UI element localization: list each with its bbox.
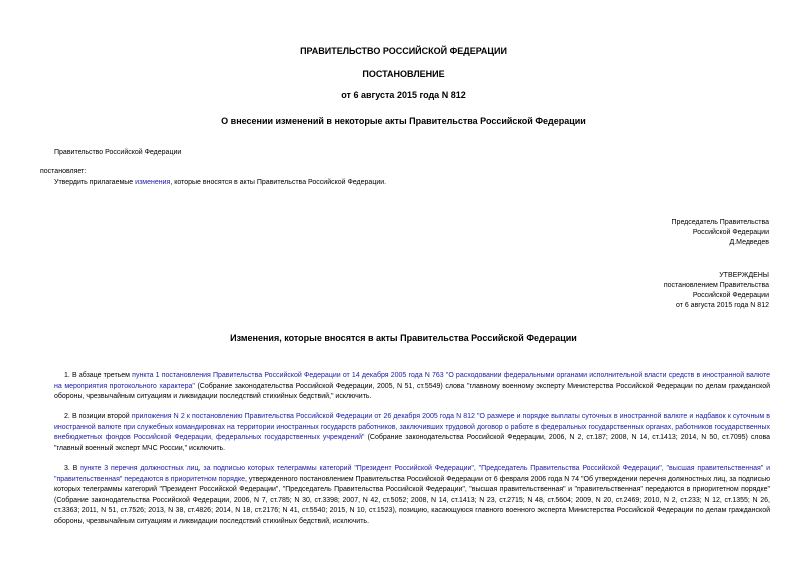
item-1-prefix: 1. В абзаце третьем	[64, 372, 133, 379]
changes-title: Изменения, которые вносятся в акты Правительства Российской Федерации	[230, 333, 577, 343]
item-2-link[interactable]: приложения N 2 к постановлению Правительства Российской Федерации от 26 декабря 2005 года N 812 "О размере и порядке выплаты суточных в иностранной валюте и надбавок к суточным в иностранной валюте при служебных командировках на территории иностранных государств работников, заключивших трудовой договор о работе в федеральных государственных органах, работников государственных внебюджетных фондов Российской Федерации, федеральных государственных учреждений"	[54, 413, 770, 441]
document-title: О внесении изменений в некоторые акты Правительства Российской Федерации	[221, 116, 586, 126]
change-item-1	[54, 371, 770, 403]
change-item-2	[54, 412, 770, 454]
signature-line-3: Д.Медведев	[729, 239, 769, 246]
document-date: от 6 августа 2015 года N 812	[341, 90, 466, 100]
approve-text-post: , которые вносятся в акты Правительства Российской Федерации.	[170, 179, 387, 186]
approve-text-pre: Утвердить прилагаемые	[54, 179, 136, 186]
approval-block	[664, 271, 769, 311]
signature-line-2: Российской Федерации	[692, 229, 769, 236]
item-3-text: , утвержденного постановлением Правительства Российской Федерации от 6 февраля 2006 года N 74 "Об утверждении перечня должностных лиц, за подписью которых телеграммы категорий "Президент Российской Федерации", "Председатель Правительства Российской Федерации", "высшая правительственная" и "правительственная" передаются в приоритетном порядке" (Собрание законодательства Российской Федерации, 2006, N 7, ст.785; N 30, ст.3398; 2007, N 42, ст.5052; 2008, N 14, ст.1413; N 23, ст.2715; N 48, ст.5604; 2009, N 20, ст.2469; 2010, N 2, ст.233; N 12, ст.1355; N 26, ст.3363; 2011, N 51, ст.7526; 2013, N 38, ст.4826; 2014, N 18, ст.2176; N 41, ст.5540; 2015, N 10, ст.1523), позицию, касающуюся главного военного эксперта Министерства Российской Федерации по делам гражданской обороны, чрезвычайным ситуациям и ликвидации последствий стихийных бедствий, исключить.	[54, 475, 770, 525]
approval-line-2: постановлением Правительства	[663, 282, 769, 289]
item-1-text: (Собрание законодательства Российской Федерации, 2005, N 51, ст.5549) слова "главному военному эксперту Министерства Российской Федерации по делам гражданской обороны, чрезвычайным ситуациям и ликвидации последствий стихийных бедствий," исключить.	[54, 382, 771, 400]
changes-link[interactable]: изменения	[135, 179, 171, 186]
government-heading: ПРАВИТЕЛЬСТВО РОССИЙСКОЙ ФЕДЕРАЦИИ	[300, 46, 507, 56]
item-3-prefix: 3. В	[64, 465, 81, 472]
item-1-link[interactable]: пункта 1 постановления Правительства Российской Федерации от 14 декабря 2005 года N 763 "О расходовании федеральными органами исполнительной власти средств в иностранной валюте на мероприятия протокольного характера"	[54, 372, 770, 390]
item-2-prefix: 2. В позиции второй	[64, 413, 132, 420]
change-item-3	[54, 464, 770, 527]
approval-line-4: от 6 августа 2015 года N 812	[675, 302, 769, 309]
item-2-text: (Собрание законодательства Российской Федерации, 2006, N 2, ст.187; 2008, N 14, ст.1413; 2014, N 50, ст.7095) слова "главный военный эксперт МЧС России," исключить.	[54, 434, 770, 452]
document-type: ПОСТАНОВЛЕНИЕ	[362, 69, 445, 79]
approval-line-3: Российской Федерации	[692, 292, 769, 299]
item-3-link[interactable]: пункте 3 перечня должностных лиц, за подписью которых телеграммы категорий "Президент Российской Федерации", "Председатель Правительства Российской Федерации", "высшая правительственная" и "правительственная" передаются в приоритетном порядке	[54, 465, 770, 483]
approval-line-1: УТВЕРЖДЕНЫ	[719, 272, 769, 279]
signature-line-1: Председатель Правительства	[671, 219, 769, 226]
resolves-text: постановляет:	[40, 168, 87, 175]
approve-paragraph	[54, 178, 386, 188]
signature-block	[672, 218, 769, 248]
intro-text: Правительство Российской Федерации	[54, 149, 182, 156]
